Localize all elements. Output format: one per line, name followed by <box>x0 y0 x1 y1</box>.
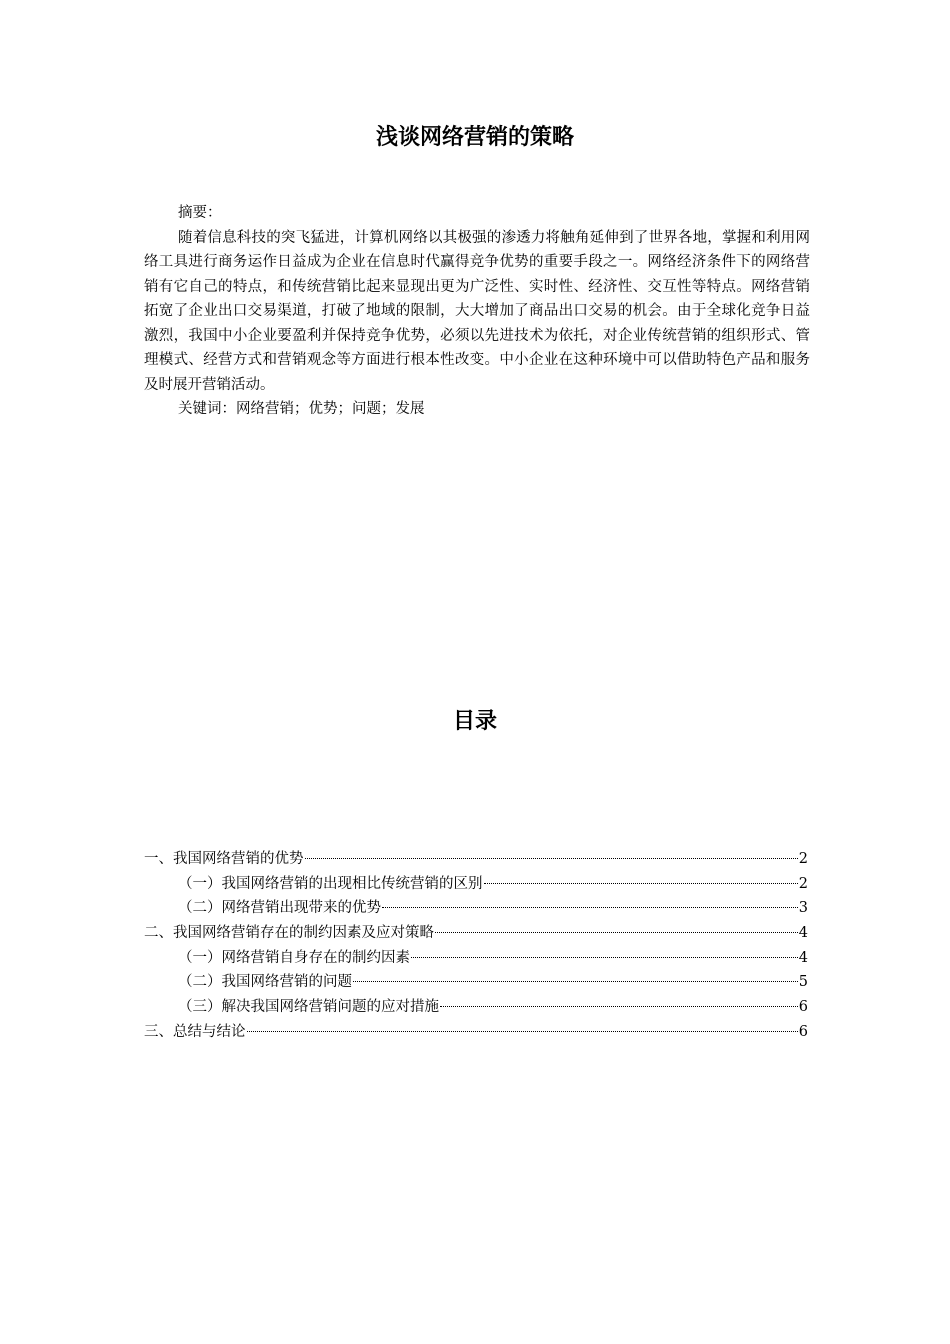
toc-entry[interactable] <box>144 946 808 971</box>
toc-entry[interactable] <box>144 995 808 1020</box>
toc-dot-leader <box>247 1031 798 1032</box>
toc-entry-label: （二）我国网络营销的问题 <box>178 974 352 991</box>
toc-entry-page: 2 <box>798 875 808 892</box>
toc-entry[interactable] <box>144 896 808 921</box>
toc-dot-leader <box>484 883 798 884</box>
toc-entry-page: 6 <box>798 1023 808 1040</box>
toc-dot-leader <box>382 907 798 908</box>
toc-entry[interactable] <box>144 921 808 946</box>
table-of-contents <box>144 847 808 1045</box>
keywords: 关键词：网络营销；优势；问题；发展 <box>178 401 425 417</box>
toc-entry-page: 5 <box>798 974 808 991</box>
toc-entry[interactable] <box>144 872 808 897</box>
toc-dot-leader <box>353 981 798 982</box>
abstract-section <box>144 201 810 422</box>
toc-entry-page: 2 <box>798 851 808 867</box>
document-title: 浅谈网络营销的策略 <box>375 124 574 150</box>
toc-entry-page: 4 <box>798 925 808 942</box>
toc-entry[interactable] <box>144 1020 808 1045</box>
toc-entry-label: 一、我国网络营销的优势 <box>144 851 304 867</box>
toc-dot-leader <box>411 957 798 958</box>
toc-entry-label: 二、我国网络营销存在的制约因素及应对策略 <box>144 925 434 942</box>
abstract-heading: 摘要： <box>178 205 222 221</box>
toc-entry-label: （一）网络营销自身存在的制约因素 <box>178 949 410 966</box>
toc-title: 目录 <box>452 708 497 734</box>
toc-entry-page: 3 <box>798 900 808 917</box>
abstract-body: 随着信息科技的突飞猛进，计算机网络以其极强的渗透力将触角延伸到了世界各地，掌握和利用网络工具进行商务运作日益成为企业在信息时代赢得竞争优势的重要手段之一。网络经济条件下的网络营销有它自己的特点，和传统营销比起来显现出更为广泛性、实时性、经济性、交互性等特点。网络营销拓宽了企业出口交易渠道，打破了地域的限制，大大增加了商品出口交易的机会。由于全球化竞争日益激烈，我国中小企业要盈利并保持竞争优势，必须以先进技术为依托，对企业传统营销的组织形式、管理模式、经营方式和营销观念等方面进行根本性改变。中小企业在这种环境中可以借助特色产品和服务及时展开营销活动。 <box>144 229 810 393</box>
toc-entry[interactable] <box>144 847 808 872</box>
toc-entry-label: （二）网络营销出现带来的优势 <box>178 900 381 917</box>
toc-entry-page: 4 <box>798 949 808 966</box>
toc-entry-label: （一）我国网络营销的出现相比传统营销的区别 <box>178 875 483 892</box>
toc-entry[interactable] <box>144 970 808 995</box>
toc-entry-label: （三）解决我国网络营销问题的应对措施 <box>178 999 439 1016</box>
toc-dot-leader <box>435 932 798 933</box>
toc-entry-label: 三、总结与结论 <box>144 1023 246 1040</box>
toc-entry-page: 6 <box>798 999 808 1016</box>
toc-dot-leader <box>305 858 798 859</box>
toc-dot-leader <box>440 1006 798 1007</box>
